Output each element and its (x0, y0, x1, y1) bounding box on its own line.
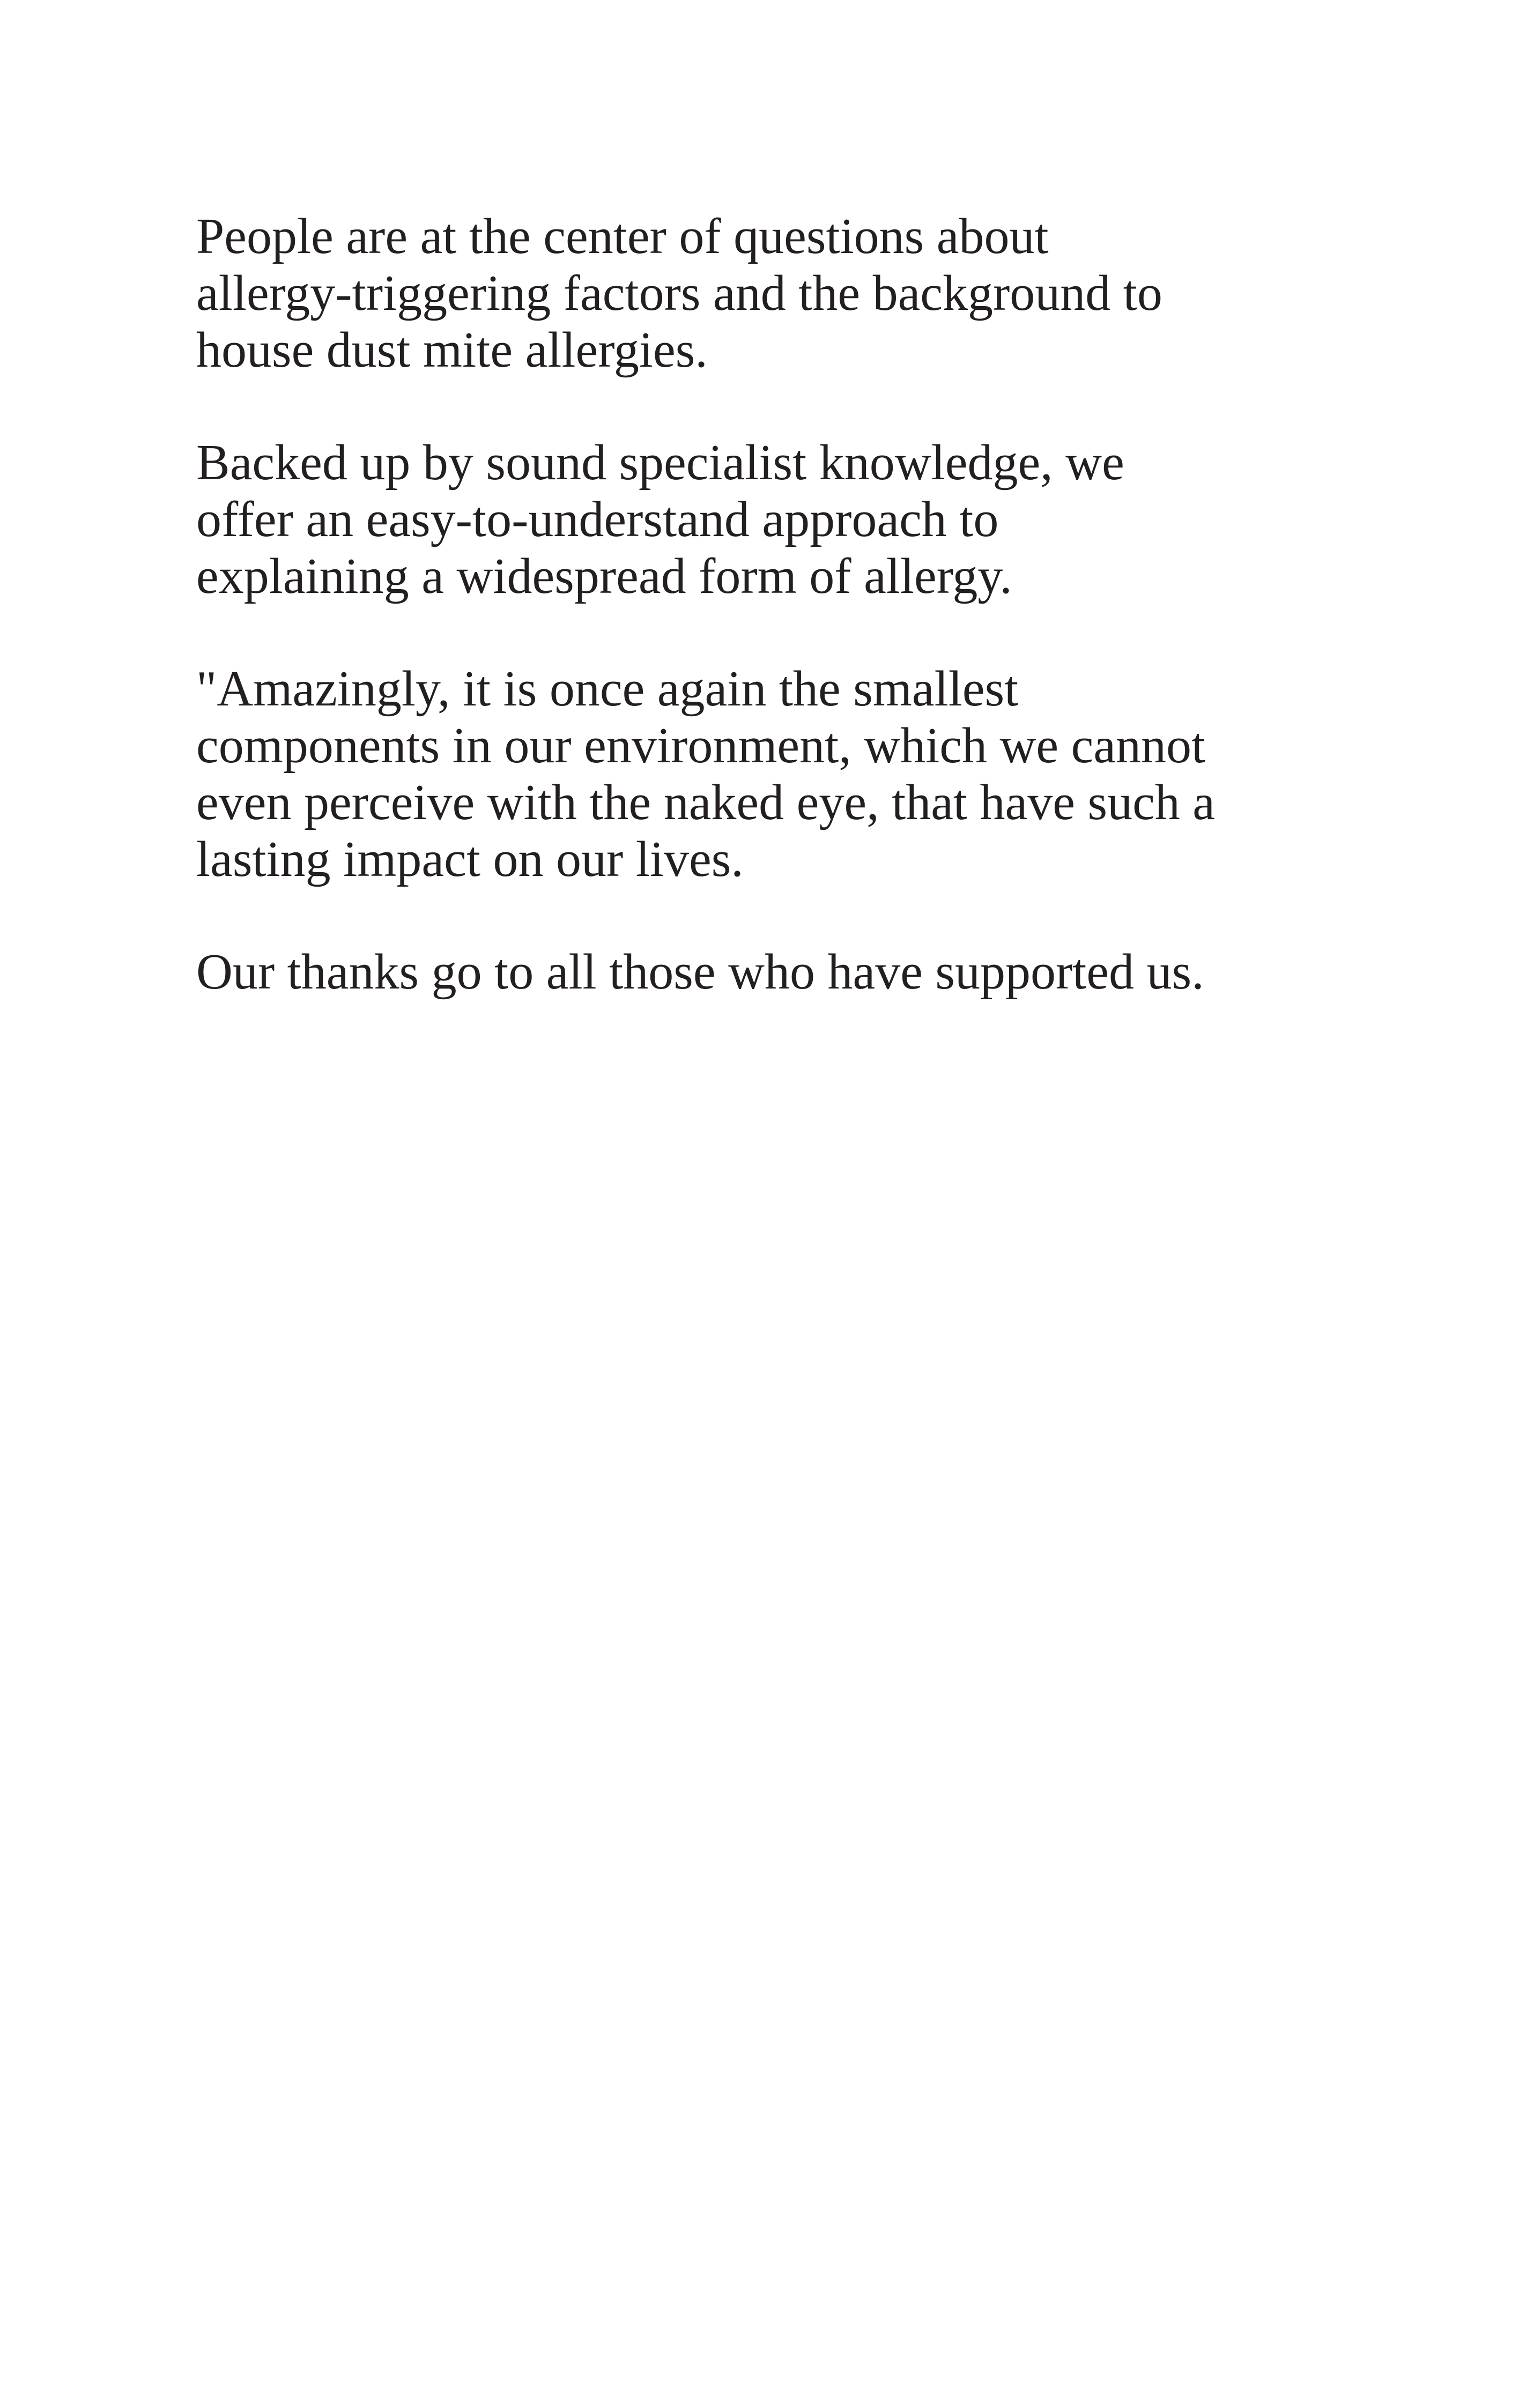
text-line: lasting impact on our lives. (196, 831, 744, 887)
text-line: even perceive with the naked eye, that have such a (196, 775, 1216, 830)
text-line: offer an easy-to-understand approach to (196, 492, 999, 547)
text-line: allergy-triggering factors and the background to (196, 265, 1162, 321)
text-line: house dust mite allergies. (196, 322, 708, 378)
text-line: Backed up by sound specialist knowledge, we (196, 435, 1124, 490)
text-line: People are at the center of questions about (196, 209, 1049, 264)
paragraph-intro (196, 208, 1376, 378)
text-line: explaining a widespread form of allergy. (196, 548, 1012, 604)
text-line: "Amazingly, it is once again the smallest (196, 661, 1019, 717)
paragraph-quote (196, 660, 1376, 888)
paragraph-approach (196, 434, 1376, 605)
paragraph-thanks (196, 943, 1376, 1000)
text-line: components in our environment, which we cannot (196, 718, 1206, 774)
text-line: Our thanks go to all those who have supported us. (196, 944, 1204, 1000)
body-text (196, 208, 1376, 1056)
